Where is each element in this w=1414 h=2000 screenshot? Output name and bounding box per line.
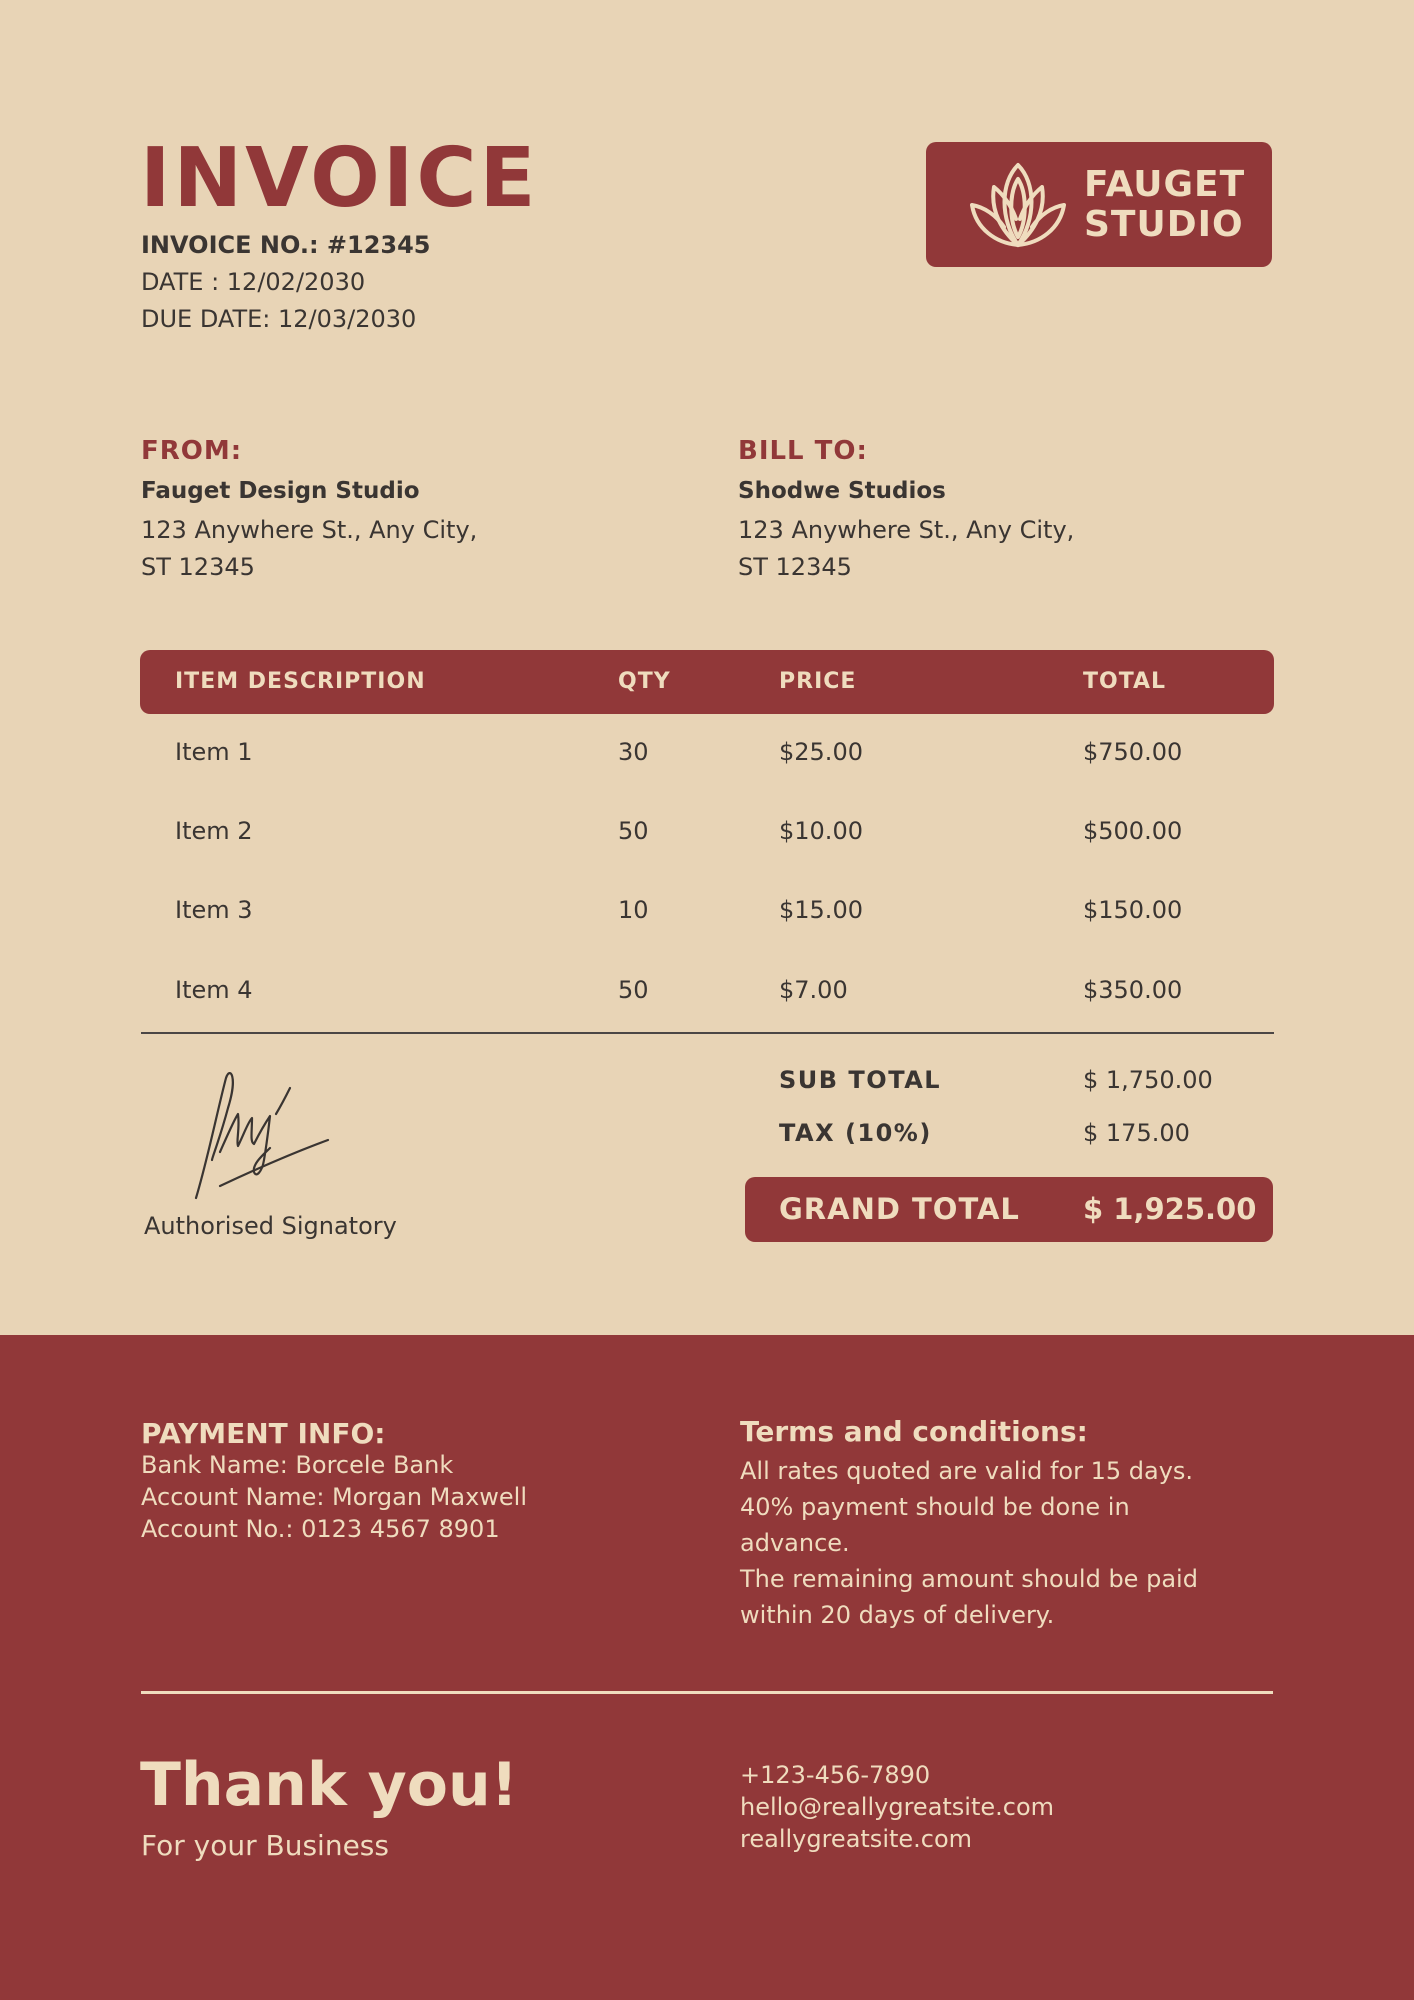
item-description: Item 4 (175, 976, 253, 1004)
terms-title: Terms and conditions: (740, 1415, 1088, 1448)
invoice-due-date: DUE DATE: 12/03/2030 (141, 305, 417, 333)
item-price: $7.00 (779, 976, 848, 1004)
bill-to-name: Shodwe Studios (738, 478, 946, 504)
item-description: Item 3 (175, 896, 253, 924)
invoice-number: INVOICE NO.: #12345 (141, 231, 431, 259)
signature-icon (190, 1068, 340, 1204)
item-description: Item 2 (175, 817, 253, 845)
items-table-header (140, 650, 1274, 714)
item-qty: 50 (618, 817, 649, 845)
footer (0, 1335, 1414, 2000)
grand-total-box (745, 1177, 1273, 1242)
item-total: $350.00 (1083, 976, 1183, 1004)
lotus-icon (966, 161, 1070, 249)
payment-account-name: Account Name: Morgan Maxwell (141, 1483, 528, 1511)
table-row (140, 792, 1274, 871)
item-price: $25.00 (779, 738, 863, 766)
from-name: Fauget Design Studio (141, 478, 420, 504)
footer-divider (141, 1691, 1273, 1694)
bill-to-address-line2: ST 12345 (738, 553, 852, 581)
payment-info-title: PAYMENT INFO: (141, 1417, 386, 1450)
item-description: Item 1 (175, 738, 253, 766)
item-total: $150.00 (1083, 896, 1183, 924)
terms-line: The remaining amount should be paid within 20 days of delivery. (740, 1565, 1198, 1629)
grand-total-label: GRAND TOTAL (779, 1192, 1020, 1226)
terms-body (740, 1453, 1230, 1633)
table-row (140, 951, 1274, 1030)
from-label: FROM: (141, 436, 243, 466)
tax-value: $ 175.00 (1083, 1119, 1190, 1147)
subtotal-label: SUB TOTAL (779, 1066, 942, 1094)
tax-label: TAX (10%) (779, 1119, 932, 1147)
item-qty: 10 (618, 896, 649, 924)
item-qty: 50 (618, 976, 649, 1004)
column-header-total: TOTAL (1083, 669, 1167, 694)
contact-website: reallygreatsite.com (740, 1825, 973, 1853)
from-address-line2: ST 12345 (141, 553, 255, 581)
subtotal-value: $ 1,750.00 (1083, 1066, 1213, 1094)
terms-line: All rates quoted are valid for 15 days. (740, 1457, 1194, 1485)
item-qty: 30 (618, 738, 649, 766)
table-row (140, 713, 1274, 792)
grand-total-value: $ 1,925.00 (1083, 1192, 1257, 1226)
column-header-qty: QTY (618, 669, 671, 694)
bill-to-address-line1: 123 Anywhere St., Any City, (738, 516, 1075, 544)
payment-bank-name: Bank Name: Borcele Bank (141, 1451, 454, 1479)
invoice-title: INVOICE (140, 131, 539, 226)
bill-to-label: BILL TO: (738, 436, 868, 466)
thank-you-title: Thank you! (140, 1750, 519, 1820)
invoice-date: DATE : 12/02/2030 (141, 268, 366, 296)
item-price: $10.00 (779, 817, 863, 845)
contact-phone: +123-456-7890 (740, 1761, 931, 1789)
contact-email: hello@reallygreatsite.com (740, 1793, 1055, 1821)
column-header-description: ITEM DESCRIPTION (175, 669, 426, 694)
table-divider (141, 1032, 1274, 1034)
logo-text-line2: STUDIO (1084, 203, 1244, 245)
item-total: $500.00 (1083, 817, 1183, 845)
item-price: $15.00 (779, 896, 863, 924)
thank-you-subtitle: For your Business (141, 1829, 389, 1862)
logo-text-line1: FAUGET (1084, 163, 1246, 205)
item-total: $750.00 (1083, 738, 1183, 766)
column-header-price: PRICE (779, 669, 857, 694)
payment-account-number: Account No.: 0123 4567 8901 (141, 1515, 500, 1543)
terms-line: 40% payment should be done in advance. (740, 1493, 1130, 1557)
from-address-line1: 123 Anywhere St., Any City, (141, 516, 478, 544)
signature-label: Authorised Signatory (144, 1212, 397, 1240)
table-row (140, 871, 1274, 950)
studio-logo (926, 142, 1272, 267)
